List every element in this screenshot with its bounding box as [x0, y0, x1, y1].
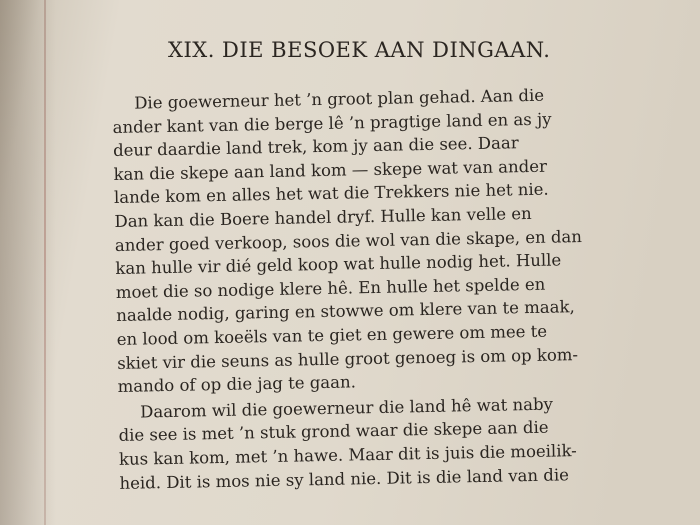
book-spine-edge: [44, 0, 46, 525]
text-line: en lood om koeëls van te giet en gewere om mee te: [116, 321, 548, 349]
text-line: moet die so nodige klere hê. En hulle het spelde en: [115, 274, 546, 302]
text-line: skiet vir die seuns as hulle groot genoeg is om op kom-: [117, 344, 579, 373]
chapter-heading: XIX. DIE BESOEK AAN DINGAAN.: [168, 38, 551, 62]
text-line: ander goed verkoop, soos die wol van die skape, en dan: [114, 226, 583, 255]
text-line: Daarom wil die goewerneur die land hê wat naby: [139, 394, 554, 422]
text-line: heid. Dit is mos nie sy land nie. Dit is die land van die: [119, 464, 570, 493]
text-line: lande kom en alles het wat die Trekkers nie het nie.: [113, 180, 549, 208]
text-line: naalde nodig, garing en stowwe om klere van te maak,: [116, 297, 575, 326]
text-line: deur daardie land trek, kom jy aan die see. Daar: [112, 133, 519, 161]
text-line: kan hulle vir dié geld koop wat hulle nodig het. Hulle: [115, 250, 562, 279]
text-line: Die goewerneur het ’n groot plan gehad. Aan die: [134, 85, 545, 113]
body-text: [112, 82, 640, 495]
text-line: Dan kan die Boere handel dryf. Hulle kan velle en: [114, 203, 532, 231]
text-line: mando of op die jag te gaan.: [117, 372, 357, 397]
text-line: die see is met ’n stuk grond waar die skepe aan die: [118, 417, 549, 446]
text-line: ander kant van die berge lê ’n pragtige land en as jy: [112, 109, 552, 137]
page-fold-shadow: [0, 0, 56, 525]
text-line: kan die skepe aan land kom — skepe wat van ander: [113, 156, 548, 184]
text-line: kus kan kom, met ’n hawe. Maar dit is juis die moeilik-: [118, 441, 577, 469]
